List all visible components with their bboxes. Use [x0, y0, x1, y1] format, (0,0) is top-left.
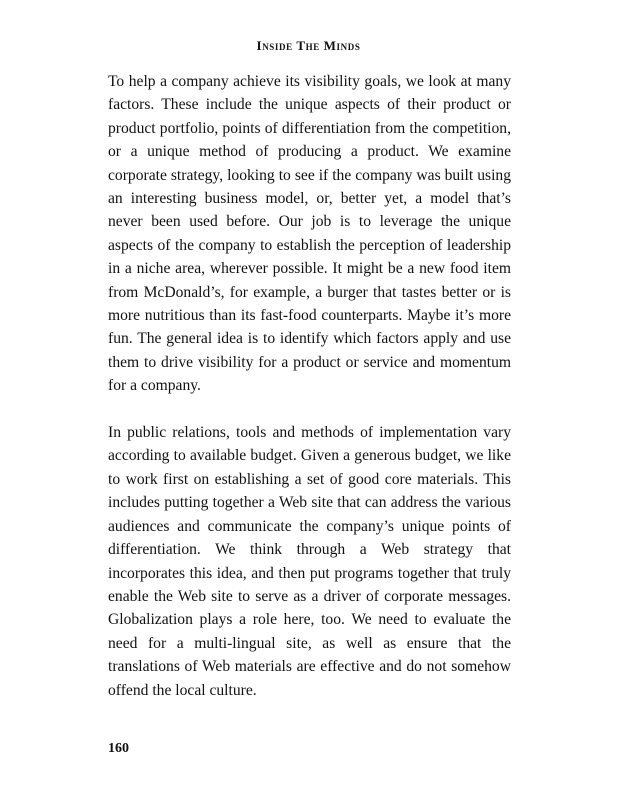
page-number: 160: [108, 741, 129, 756]
body-text: [108, 70, 511, 702]
paragraph-2: In public relations, tools and methods of implementation vary according to available budget. Given a generous budget, we like to work first on establishing a set of good core materials. This includes putting together a Web site that can address the various audiences and communicate the company’s unique points of differentiation. We think through a Web strategy that incorporates this idea, and then put programs together that truly enable the Web site to serve as a driver of corporate messages. Globalization plays a role here, too. We need to evaluate the need for a multi-lingual site, as well as ensure that the translations of Web materials are effective and do not somehow offend the local culture.: [108, 424, 511, 699]
running-header: Inside The Minds: [256, 38, 361, 53]
paragraph-1: To help a company achieve its visibility goals, we look at many factors. These include the unique aspects of their product or product portfolio, points of differentiation from the competition, or a unique method of producing a product. We examine corporate strategy, looking to see if the company was built using an interesting business model, or, better yet, a model that’s never been used before. Our job is to leverage the unique aspects of the company to establish the perception of leadership in a niche area, wherever possible. It might be a new food item from McDonald’s, for example, a burger that tastes better or is more nutritious than its fast-food counterparts. Maybe it’s more fun. The general idea is to identify which factors apply and use them to drive visibility for a product or service and momentum for a company.: [108, 73, 511, 395]
